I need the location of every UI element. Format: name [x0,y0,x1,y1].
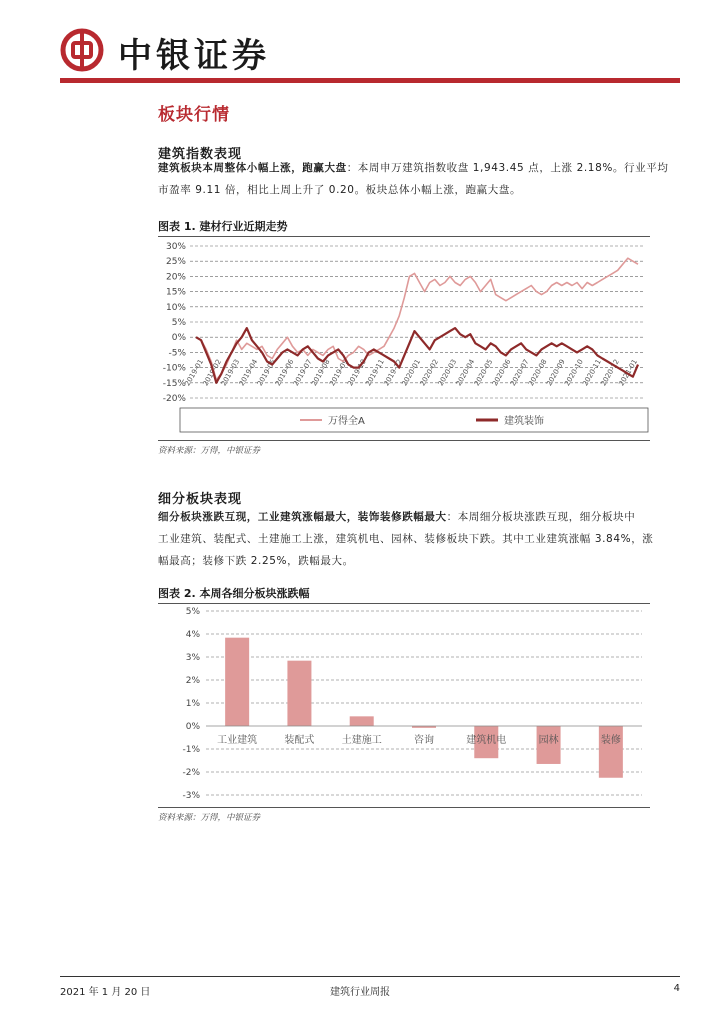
x-tick-label: 2020-11 [581,358,603,388]
figure-2-rule [158,603,650,604]
x-tick-label: 2019-08 [310,358,332,388]
x-tick-label: 2019-10 [346,358,368,388]
y-tick-label: 15% [165,287,186,298]
paragraph-index-performance [158,157,682,201]
x-tick-label: 2019-06 [273,358,296,388]
paragraph-text: 市盈率 9.11 倍，相比上周上升了 0.20。板块总体小幅上涨，跑赢大盘。 [158,184,522,196]
x-tick-label: 2019-01 [183,358,206,388]
bar [225,638,249,726]
y-tick-label: -3% [182,791,200,801]
page-number: 4 [673,983,680,994]
paragraph-text: 幅最高；装修下跌 2.25%，跌幅最大。 [158,555,354,567]
y-tick-label: -10% [162,363,186,374]
y-tick-label: 3% [185,653,200,663]
y-tick-label: 25% [165,257,186,268]
x-tick-label: 2020-12 [599,358,621,388]
x-tick-label: 2019-07 [291,358,314,388]
figure-1-bottom-rule [158,440,650,441]
legend-box [180,408,648,432]
x-tick-label: 2019-02 [201,358,224,388]
x-tick-label: 2020-10 [563,358,585,388]
paragraph-text: ：本周申万建筑指数收盘 1,943.45 点，上涨 2.18%。行业平均 [346,162,669,174]
footer-doc-title: 建筑行业周报 [330,987,390,998]
paragraph-segment-performance [158,506,682,572]
x-tick-label: 2019-04 [237,358,260,388]
bar [287,661,311,726]
y-tick-label: -2% [182,768,200,778]
bar [599,726,623,778]
y-tick-label: -15% [162,378,186,389]
figure-2-source: 资料来源：万得，中银证券 [158,813,261,823]
x-tick-label: 2020-08 [527,358,549,388]
x-tick-label: 2020-02 [418,358,441,388]
figure-1-title: 图表 1. 建材行业近期走势 [158,220,288,233]
y-tick-label: -5% [168,348,186,359]
figure-1-rule [158,236,650,237]
line-chart [158,238,650,438]
subsection-title-index: 建筑指数表现 [158,147,243,162]
y-tick-label: -1% [182,745,200,755]
y-tick-label: 0% [185,722,200,732]
category-label: 建筑机电 [466,735,507,746]
y-tick-label: 20% [165,272,186,283]
category-label: 装配式 [284,735,315,746]
y-tick-label: 30% [165,242,186,252]
category-label: 装修 [600,735,621,746]
y-tick-label: 2% [185,676,200,686]
subsection-title-segments: 细分板块表现 [158,492,243,507]
bank-of-china-logo-icon [60,28,104,72]
y-tick-label: 5% [171,318,186,328]
y-tick-label: 5% [185,607,200,617]
legend-label: 建筑装饰 [504,416,544,427]
x-tick-label: 2019-12 [382,358,404,388]
x-tick-label: 2019-05 [255,358,278,388]
x-tick-label: 2020-03 [436,358,459,388]
footer-date: 2021 年 1 月 20 日 [60,987,151,998]
x-tick-label: 2019-11 [364,358,386,388]
category-label: 土建施工 [341,735,382,746]
bar-chart [158,605,650,805]
paragraph-text: 工业建筑、装配式、土建施工上涨，建筑机电、园林、装修板块下跌。其中工业建筑涨幅 3.84%，涨 [158,533,654,545]
x-tick-label: 2020-09 [545,358,567,388]
category-label: 园林 [538,735,559,746]
bar [350,716,374,726]
x-tick-label: 2020-07 [508,358,531,388]
figure-2-title: 图表 2. 本周各细分板块涨跌幅 [158,587,310,600]
x-tick-label: 2020-06 [490,358,513,388]
brand-name: 中银证券 [118,36,270,76]
section-title: 板块行情 [158,105,230,125]
header-divider [60,78,680,83]
footer-divider [60,976,680,977]
figure-1-source: 资料来源：万得，中银证券 [158,446,261,456]
y-tick-label: 1% [185,699,200,709]
x-tick-label: 2019-03 [219,358,242,388]
legend-label: 万得全A [328,416,365,427]
figure-2-bottom-rule [158,807,650,808]
paragraph-lead: 细分板块涨跌互现，工业建筑涨幅最大，装饰装修跌幅最大 [158,511,447,523]
x-tick-label: 2021-01 [617,358,640,388]
category-label: 咨询 [414,735,434,746]
y-tick-label: 0% [171,333,186,344]
paragraph-text: ：本周细分板块涨跌互现，细分板块中 [446,511,636,523]
y-tick-label: 4% [185,630,200,640]
paragraph-lead: 建筑板块本周整体小幅上涨，跑赢大盘 [158,162,347,174]
category-label: 工业建筑 [217,735,258,746]
x-tick-label: 2020-04 [454,358,477,388]
x-tick-label: 2019-09 [328,358,350,388]
x-tick-label: 2020-05 [472,358,495,388]
y-tick-label: -20% [162,394,186,404]
x-tick-label: 2020-01 [400,358,423,388]
page-header [60,22,680,82]
y-tick-label: 10% [165,302,186,313]
